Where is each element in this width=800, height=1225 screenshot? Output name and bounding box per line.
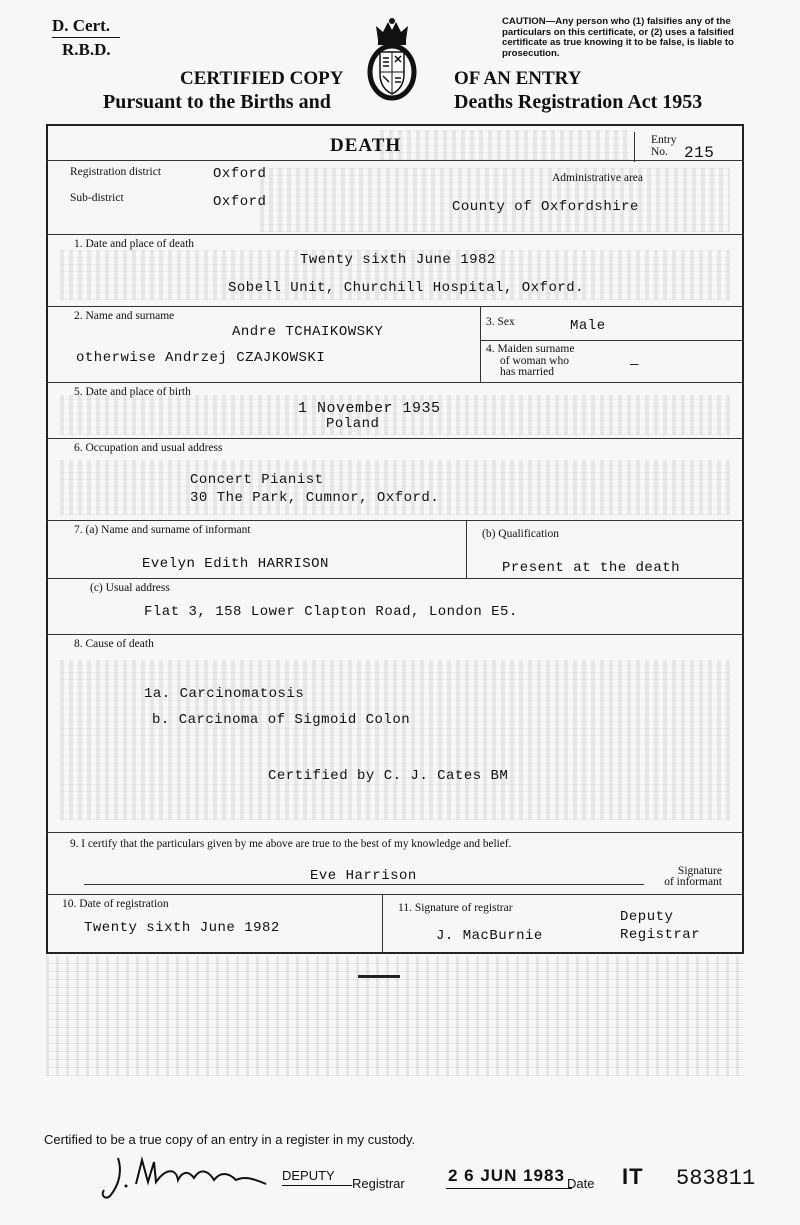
- field2-name: Andre TCHAIKOWSKY: [232, 324, 384, 340]
- field9-sig-label-line2: of informant: [664, 876, 722, 888]
- field5-date: 1 November 1935: [298, 400, 441, 417]
- texture: [60, 460, 730, 515]
- field5-label: 5. Date and place of birth: [74, 386, 191, 398]
- field11-role: [620, 908, 700, 944]
- field8-certified-by: Certified by C. J. Cates BM: [268, 768, 509, 784]
- field9-signature-label: [652, 866, 722, 888]
- entry-label-line1: Entry: [651, 134, 677, 146]
- field9-sig-label-line1: Signature: [677, 865, 722, 877]
- registration-district-label: Registration district: [70, 166, 162, 178]
- end-dash: [358, 975, 400, 978]
- field7a-label: 7. (a) Name and surname of informant: [74, 524, 251, 536]
- administrative-area-value: County of Oxfordshire: [452, 199, 639, 215]
- field10-label: 10. Date of registration: [62, 898, 169, 910]
- field1-date: Twenty sixth June 1982: [300, 252, 496, 268]
- field6-occupation: Concert Pianist: [190, 472, 324, 488]
- form-code-rule: [52, 37, 120, 38]
- field7c-label: (c) Usual address: [90, 582, 170, 594]
- field8-label: 8. Cause of death: [74, 638, 154, 650]
- field3-label: 3. Sex: [486, 316, 515, 328]
- field11-role-line2: Registrar: [620, 927, 701, 943]
- form-code-rbd: R.B.D.: [62, 40, 111, 59]
- entry-label-line2: No.: [651, 146, 668, 158]
- field10-value: Twenty sixth June 1982: [84, 920, 280, 936]
- field5-place: Poland: [326, 416, 380, 432]
- texture: [380, 130, 630, 160]
- field2-label: 2. Name and surname: [74, 310, 175, 322]
- field7a-value: Evelyn Edith HARRISON: [142, 556, 329, 572]
- footer-date-stamp: 2 6 JUN 1983: [448, 1166, 565, 1185]
- registration-district-value: Oxford: [213, 166, 267, 182]
- form-code-dcert: D. Cert.: [52, 16, 111, 35]
- serial-number: 583811: [676, 1166, 756, 1191]
- security-pattern: [46, 956, 744, 1076]
- field9-label: 9. I certify that the particulars given by me above are true to the best of my knowledge and belief.: [70, 838, 512, 850]
- sub-district-value: Oxford: [213, 194, 267, 210]
- field3-value: Male: [570, 318, 606, 334]
- certified-true-copy-text: Certified to be a true copy of an entry in a register in my custody.: [44, 1132, 416, 1147]
- field11-value: J. MacBurnie: [436, 928, 543, 944]
- field6-address: 30 The Park, Cumnor, Oxford.: [190, 490, 440, 506]
- field1-place: Sobell Unit, Churchill Hospital, Oxford.: [228, 280, 585, 296]
- title-deaths-act: Deaths Registration Act 1953: [454, 91, 703, 113]
- field11-label: 11. Signature of registrar: [398, 902, 513, 914]
- registrar-signature: [96, 1152, 276, 1204]
- sub-district-label: Sub-district: [70, 192, 124, 204]
- title-pursuant: Pursuant to the Births and: [103, 91, 331, 113]
- certificate-heading: DEATH: [330, 135, 402, 156]
- field8-cause-1a: 1a. Carcinomatosis: [144, 686, 305, 702]
- royal-coat-of-arms-icon: [366, 16, 418, 102]
- entry-no-label: [651, 134, 677, 158]
- texture: [60, 660, 730, 820]
- field7b-label: (b) Qualification: [482, 528, 559, 540]
- field1-label: 1. Date and place of death: [74, 238, 195, 250]
- footer-date-label: Date: [567, 1176, 595, 1191]
- field4-value: —: [630, 357, 639, 373]
- footer-registrar-label: Registrar: [352, 1176, 405, 1191]
- serial-prefix: IT: [622, 1164, 644, 1189]
- field9-signature: Eve Harrison: [310, 868, 417, 884]
- entry-no-value: 215: [684, 144, 715, 162]
- field11-role-line1: Deputy: [620, 909, 674, 925]
- field8-cause-1b: b. Carcinoma of Sigmoid Colon: [152, 712, 411, 728]
- field4-label: [486, 344, 574, 379]
- field4-label-line1: 4. Maiden surname: [486, 343, 575, 355]
- field4-label-line3: has married: [500, 366, 554, 378]
- administrative-area-label: Administrative area: [552, 172, 644, 184]
- title-certified-copy: CERTIFIED COPY: [180, 68, 344, 89]
- field7b-value: Present at the death: [502, 560, 681, 576]
- footer-deputy: DEPUTY: [282, 1168, 335, 1183]
- field6-label: 6. Occupation and usual address: [74, 442, 223, 454]
- caution-notice: CAUTION—Any person who (1) falsifies any of the particulars on this certificate, or (2) uses a falsified certificate as true knowing it to be false, is liable to prosecution.: [502, 16, 734, 59]
- title-of-an-entry: OF AN ENTRY: [454, 68, 582, 89]
- field7c-value: Flat 3, 158 Lower Clapton Road, London E5.: [144, 604, 518, 620]
- field4-label-line2: of woman who: [500, 354, 569, 367]
- field2-otherwise: otherwise Andrzej CZAJKOWSKI: [76, 350, 326, 366]
